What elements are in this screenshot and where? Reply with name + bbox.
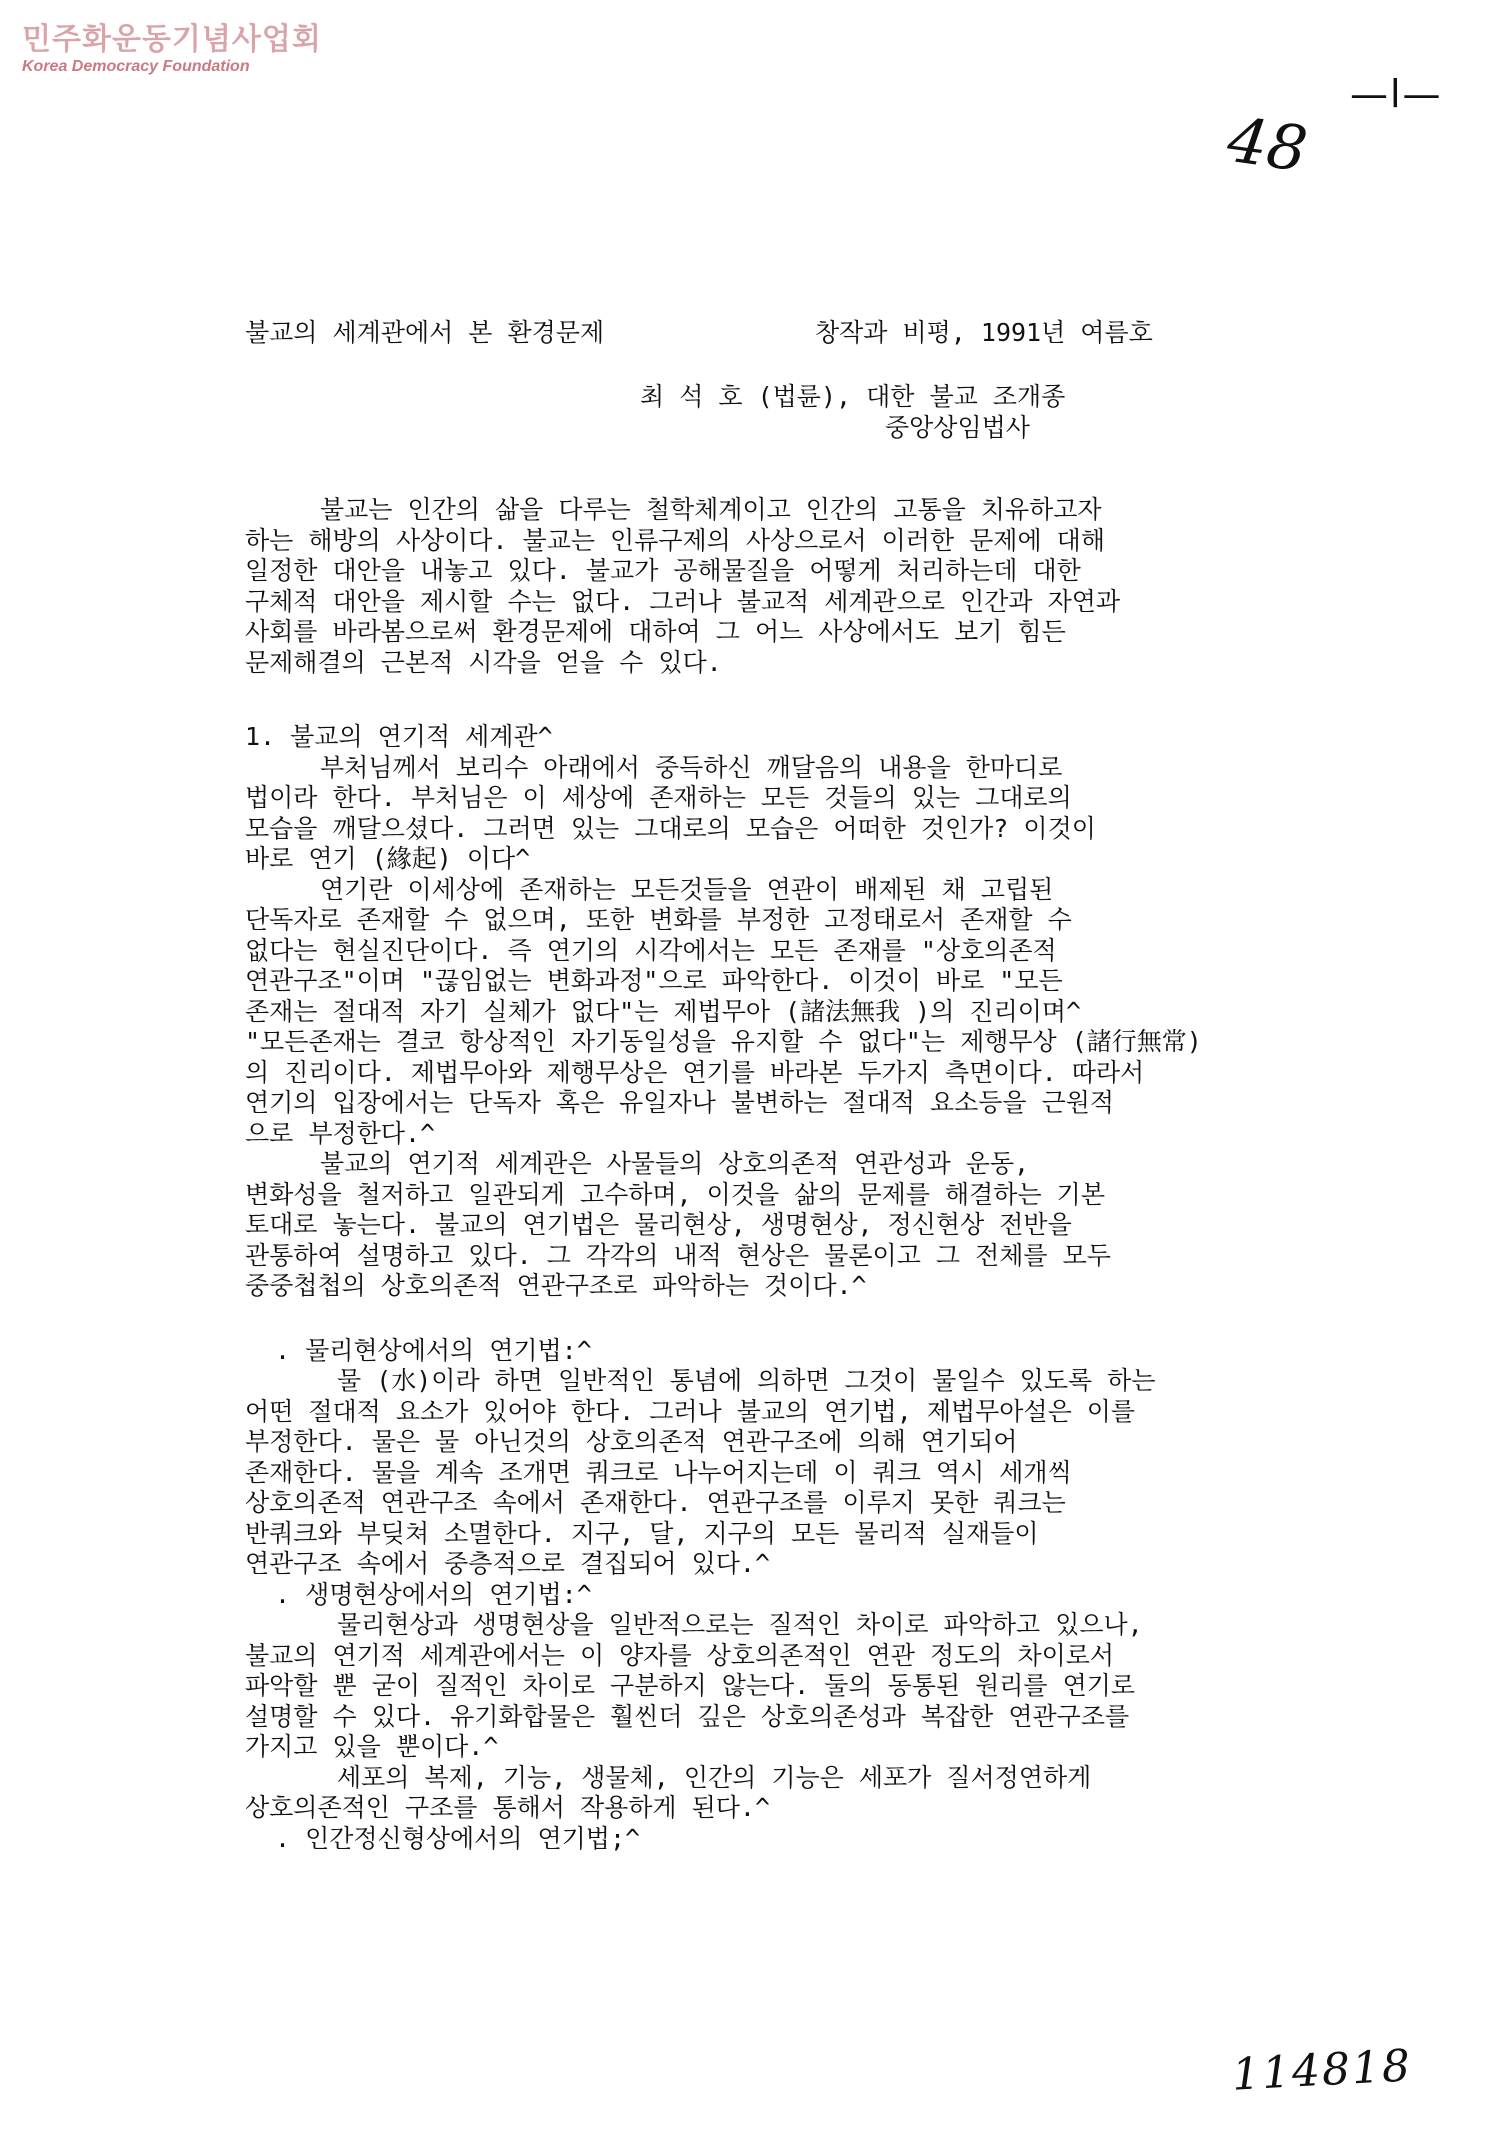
intro-line: 일정한 대안을 내놓고 있다. 불교가 공해물질을 어떻게 처리하는데 대한 xyxy=(245,556,1081,585)
body-line: 연관구조 속에서 중층적으로 결집되어 있다.^ xyxy=(245,1549,771,1578)
author-line-1: 최 석 호 (법륜), 대한 불교 조개종 xyxy=(640,382,1066,411)
intro-line: 문제해결의 근본적 시각을 얻을 수 있다. xyxy=(245,647,722,677)
document-title: 불교의 세계관에서 본 환경문제 xyxy=(245,318,605,347)
watermark xyxy=(22,22,322,76)
watermark-korean: 민주화운동기념사업회 xyxy=(22,22,322,57)
document-source: 창작과 비평, 1991년 여름호 xyxy=(815,318,1153,347)
document-body xyxy=(245,495,1225,1854)
body-line: 법이라 한다. 부처님은 이 세상에 존재하는 모든 것들의 있는 그대로의 xyxy=(245,783,1072,812)
body-line: 세포의 복제, 기능, 생물체, 인간의 기능은 세포가 질서정연하게 xyxy=(337,1762,1092,1792)
body-line: "모든존재는 결코 항상적인 자기동일성을 유지할 수 없다"는 제행무상 (諸行無常) xyxy=(245,1027,1202,1056)
author-line-2: 중앙상임법사 xyxy=(885,413,1030,442)
body-line: 모습을 깨달으셨다. 그러면 있는 그대로의 모습은 어떠한 것인가? 이것이 xyxy=(245,813,1096,843)
intro-line: 하는 해방의 사상이다. 불교는 인류구제의 사상으로서 이러한 문제에 대해 xyxy=(245,525,1105,555)
body-line: 가지고 있을 뿐이다.^ xyxy=(245,1732,499,1761)
body-line: 변화성을 철저하고 일관되게 고수하며, 이것을 삶의 문제를 해결하는 기본 xyxy=(245,1179,1105,1209)
body-line: 파악할 뿐 굳이 질적인 차이로 구분하지 않는다. 둘의 동통된 원리를 연기로 xyxy=(245,1671,1136,1700)
intro-line: 불교는 인간의 삶을 다루는 철학체계이고 인간의 고통을 치유하고자 xyxy=(320,495,1102,524)
bottom-stamp: 114818 xyxy=(1230,2040,1414,2101)
handwritten-number: 48 xyxy=(1223,102,1312,187)
body-line: 불교의 연기적 세계관은 사물들의 상호의존적 연관성과 운동, xyxy=(320,1149,1030,1178)
intro-line: 사회를 바라봄으로써 환경문제에 대하여 그 어느 사상에서도 보기 힘든 xyxy=(245,617,1066,646)
body-line: 연관구조"이며 "끊임없는 변화과정"으로 파악한다. 이것이 바로 "모든 xyxy=(245,966,1063,995)
body-line: 물리현상과 생명현상을 일반적으로는 질적인 차이로 파악하고 있으나, xyxy=(337,1610,1143,1639)
body-line: 존재한다. 물을 계속 조개면 쿼크로 나누어지는데 이 쿼크 역시 세개씩 xyxy=(245,1457,1072,1487)
body-line: 반쿼크와 부딪쳐 소멸한다. 지구, 달, 지구의 모든 물리적 실재들이 xyxy=(245,1518,1039,1548)
subsection-heading-life: . 생명현상에서의 연기법:^ xyxy=(275,1579,592,1609)
page-number-mark: —l— xyxy=(1350,72,1443,116)
body-line: 관통하여 설명하고 있다. 그 각각의 내적 현상은 물론이고 그 전체를 모두 xyxy=(245,1240,1111,1270)
body-line: 바로 연기 (緣起) 이다^ xyxy=(245,844,531,873)
body-line: 물 (水)이라 하면 일반적인 통념에 의하면 그것이 물일수 있도록 하는 xyxy=(337,1366,1156,1395)
body-line: 연기란 이세상에 존재하는 모든것들을 연관이 배제된 채 고립된 xyxy=(320,874,1054,904)
subsection-heading-physical: . 물리현상에서의 연기법:^ xyxy=(275,1335,592,1365)
body-line: 토대로 놓는다. 불교의 연기법은 물리현상, 생명현상, 정신현상 전반을 xyxy=(245,1210,1072,1239)
body-line: 불교의 연기적 세계관에서는 이 양자를 상호의존적인 연관 정도의 차이로서 xyxy=(245,1640,1115,1670)
body-line: 상호의존적 연관구조 속에서 존재한다. 연관구조를 이루지 못한 쿼크는 xyxy=(245,1488,1066,1517)
body-line: 으로 부정한다.^ xyxy=(245,1118,436,1148)
body-line: 의 진리이다. 제법무아와 제행무상은 연기를 바라본 두가지 측면이다. 따라서 xyxy=(245,1057,1145,1087)
section-heading: 1. 불교의 연기적 세계관^ xyxy=(245,722,553,751)
body-line: 상호의존적인 구조를 통해서 작용하게 된다.^ xyxy=(245,1793,771,1822)
body-line: 부정한다. 물은 물 아닌것의 상호의존적 연관구조에 의해 연기되어 xyxy=(245,1427,1018,1456)
body-line: 설명할 수 있다. 유기화합물은 훨씬더 깊은 상호의존성과 복잡한 연관구조를 xyxy=(245,1701,1130,1731)
body-line: 없다는 현실진단이다. 즉 연기의 시각에서는 모든 존재를 "상호의존적 xyxy=(245,935,1057,965)
watermark-english: Korea Democracy Foundation xyxy=(22,58,250,75)
body-line: 존재는 절대적 자기 실체가 없다"는 제법무아 (諸法無我 )의 진리이며^ xyxy=(245,996,1082,1026)
body-line: 어떤 절대적 요소가 있어야 한다. 그러나 불교의 연기법, 제법무아설은 이를 xyxy=(245,1396,1136,1426)
subsection-heading-mental: . 인간정신형상에서의 연기법;^ xyxy=(275,1823,641,1853)
body-line: 부처님께서 보리수 아래에서 중득하신 깨달음의 내용을 한마디로 xyxy=(320,752,1063,782)
body-line: 연기의 입장에서는 단독자 혹은 유일자나 불변하는 절대적 요소등을 근원적 xyxy=(245,1088,1115,1117)
body-line: 단독자로 존재할 수 없으며, 또한 변화를 부정한 고정태로서 존재할 수 xyxy=(245,905,1072,934)
body-line: 중중첩첩의 상호의존적 연관구조로 파악하는 것이다.^ xyxy=(245,1271,867,1300)
intro-line: 구체적 대안을 제시할 수는 없다. 그러나 불교적 세계관으로 인간과 자연과 xyxy=(245,586,1121,616)
